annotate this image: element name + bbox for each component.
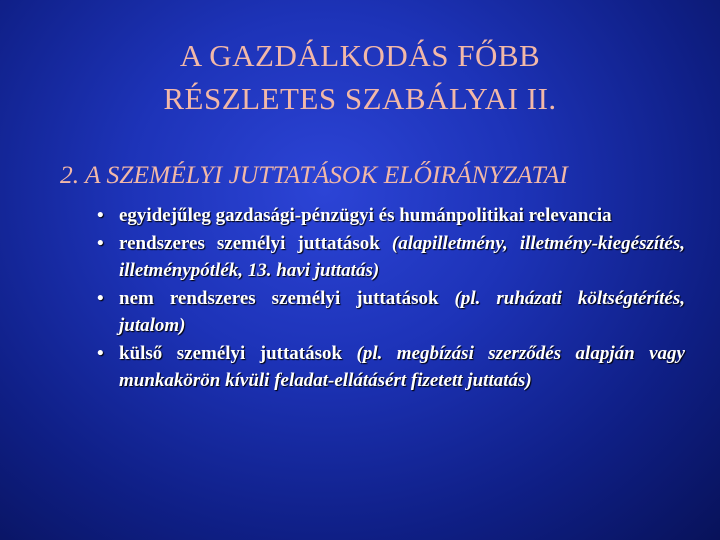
list-item-detail: (alapilletmény, illetmény-kiegészítés, illetménypótlék, 13. havi juttatás): [119, 233, 685, 281]
list-item: [97, 285, 685, 339]
bullet-list: [97, 202, 685, 395]
bullet-icon: •: [97, 205, 104, 226]
list-item-text: külső személyi juttatások: [119, 343, 357, 364]
list-item: [97, 230, 685, 284]
slide-title-line-2: RÉSZLETES SZABÁLYAI II.: [163, 81, 557, 116]
list-item: [97, 340, 685, 394]
slide-title: [0, 34, 720, 120]
bullet-icon: •: [97, 343, 104, 364]
bullet-icon: •: [97, 233, 104, 254]
list-item: [97, 202, 685, 229]
list-item-detail: (pl. ruházati költségtérítés, jutalom): [119, 288, 685, 336]
bullet-icon: •: [97, 288, 104, 309]
list-item-detail: (pl. megbízási szerződés alapján vagy munkakörön kívüli feladat-ellátásért fizetett juttatás): [119, 343, 685, 391]
section-heading: 2. A SZEMÉLYI JUTTATÁSOK ELŐIRÁNYZATAI: [60, 160, 568, 189]
slide-title-line-1: A GAZDÁLKODÁS FŐBB: [179, 38, 541, 73]
list-item-text: nem rendszeres személyi juttatások: [119, 288, 455, 309]
list-item-text: rendszeres személyi juttatások: [119, 233, 392, 254]
list-item-text: egyidejűleg gazdasági-pénzügyi és humánpolitikai relevancia: [119, 205, 612, 226]
